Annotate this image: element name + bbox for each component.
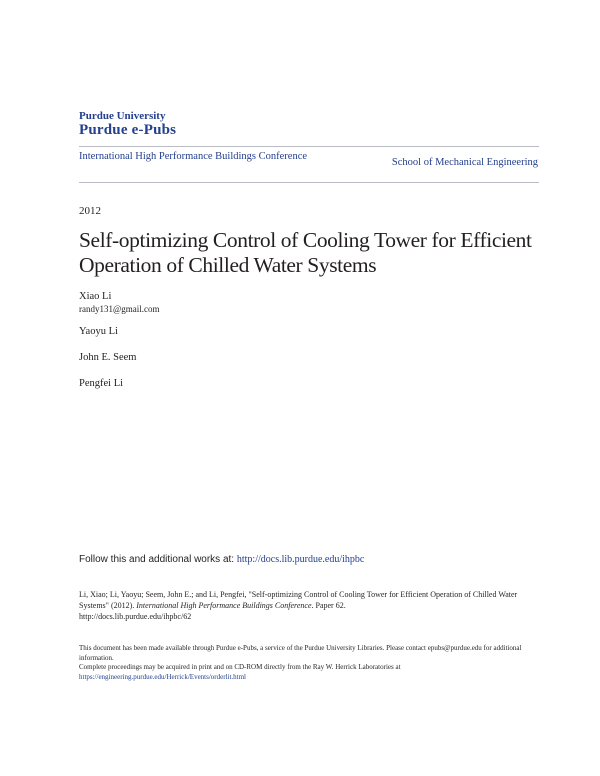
author-name: Pengfei Li	[79, 378, 124, 389]
availability-notice	[79, 644, 544, 682]
citation-block	[79, 589, 544, 622]
top-divider	[79, 146, 539, 147]
paper-title: Self-optimizing Control of Cooling Tower for Efficient Operation of Chilled Water Systems	[79, 228, 532, 277]
herrick-order-link[interactable]: https://engineering.purdue.edu/Herrick/Events/orderlit.html	[79, 672, 246, 681]
publication-year: 2012	[79, 205, 101, 217]
collection-link-school[interactable]: School of Mechanical Engineering	[391, 157, 538, 168]
citation-paper-number: . Paper 62.	[311, 601, 346, 610]
follow-line	[79, 554, 364, 565]
repository-name[interactable]: Purdue e-Pubs	[79, 122, 177, 138]
author-name: Yaoyu Li	[79, 326, 118, 337]
notice-proceedings: Complete proceedings may be acquired in print and on CD-ROM directly from the Ray W. Herrick Laboratories at	[79, 663, 401, 671]
citation-conference: International High Performance Buildings Conference	[136, 601, 312, 610]
collection-link-conference[interactable]: International High Performance Buildings Conference	[79, 151, 308, 162]
institution-name: Purdue University	[79, 110, 166, 122]
author-email[interactable]: randy131@gmail.com	[79, 304, 160, 314]
citation-text: Li, Xiao; Li, Yaoyu; Seem, John E.; and Li, Pengfei, "Self-optimizing Control of Cooling Tower for Efficient Operation of Chilled Water Systems" (2012).	[79, 590, 518, 610]
notice-availability: This document has been made available through Purdue e-Pubs, a service of the Purdue University Libraries. Please contact epubs@purdue.edu for additional information.	[79, 644, 522, 662]
collection-url-link[interactable]: http://docs.lib.purdue.edu/ihpbc	[236, 554, 365, 565]
author-name: John E. Seem	[79, 352, 137, 363]
follow-text: Follow this and additional works at:	[79, 554, 237, 565]
author-name: Xiao Li	[79, 291, 112, 302]
citation-url[interactable]: http://docs.lib.purdue.edu/ihpbc/62	[79, 612, 192, 621]
bottom-divider	[79, 182, 539, 183]
